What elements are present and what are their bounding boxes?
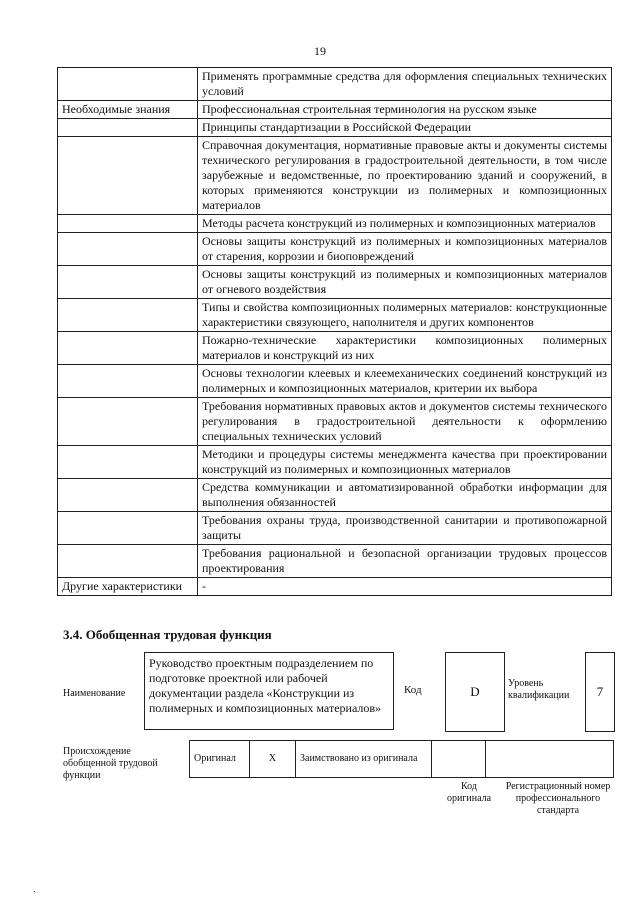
row-content: Основы защиты конструкций из полимерных и композиционных материалов от огневого воздействия	[198, 266, 612, 299]
table-row	[58, 119, 612, 137]
section-title: 3.4. Обобщенная трудовая функция	[63, 627, 272, 642]
row-label	[58, 398, 198, 446]
code-value: D	[445, 652, 505, 732]
row-content: Методики и процедуры системы менеджмента качества при проектировании конструкций из полимерных и композиционных материалов	[198, 446, 612, 479]
name-value: Руководство проектным подразделением по подготовке проектной или рабочей документации раздела «Конструкции из полимерных и композиционных материалов»	[144, 652, 394, 730]
row-label	[58, 68, 198, 101]
code-original-label: Код оригинала	[446, 781, 492, 804]
row-label	[58, 119, 198, 137]
row-label	[58, 266, 198, 299]
row-content: Справочная документация, нормативные правовые акты и документы системы технического регулирования в градостроительной деятельности, в том числе зарубежные и ведомственные, по проектированию зданий и сооружений, в которых применяются конструкции из полимерных и композиционных материалов	[198, 137, 612, 215]
reg-number-cell	[486, 741, 614, 778]
row-content: Требования нормативных правовых актов и документов системы технического регулирования в градостроительной деятельности к оформлению специальных технических условий	[198, 398, 612, 446]
table-row	[58, 332, 612, 365]
table-row	[58, 479, 612, 512]
original-label: Оригинал	[190, 741, 250, 778]
table-row	[58, 578, 612, 596]
table-row	[58, 512, 612, 545]
row-content: Применять программные средства для оформления специальных технических условий	[198, 68, 612, 101]
code-original-cell	[432, 741, 486, 778]
row-content: Средства коммуникации и автоматизированной обработки информации для выполнения обязанностей	[198, 479, 612, 512]
level-label: Уровень квалификации	[508, 678, 570, 701]
row-content: Пожарно-технические характеристики композиционных полимерных материалов и конструкций из них	[198, 332, 612, 365]
row-content: Методы расчета конструкций из полимерных и композиционных материалов	[198, 215, 612, 233]
row-content: -	[198, 578, 612, 596]
row-label	[58, 479, 198, 512]
corner-mark: ˎ	[33, 882, 37, 893]
borrowed-label: Заимствовано из оригинала	[296, 741, 432, 778]
table-row	[58, 299, 612, 332]
row-content: Типы и свойства композиционных полимерных материалов: конструкционные характеристики связующего, наполнителя и других компонентов	[198, 299, 612, 332]
row-label	[58, 137, 198, 215]
knowledge-table	[57, 67, 612, 596]
row-label	[58, 332, 198, 365]
table-row	[58, 68, 612, 101]
row-label	[58, 299, 198, 332]
name-label: Наименование	[63, 688, 126, 699]
row-label: Необходимые знания	[58, 101, 198, 119]
table-row	[58, 365, 612, 398]
page-number: 19	[314, 44, 326, 58]
row-label	[58, 545, 198, 578]
original-mark: X	[250, 741, 296, 778]
reg-number-label: Регистрационный номер профессионального стандарта	[505, 781, 611, 816]
origin-table	[189, 740, 614, 778]
table-row	[58, 233, 612, 266]
row-label: Другие характеристики	[58, 578, 198, 596]
row-content: Основы защиты конструкций из полимерных и композиционных материалов от старения, коррозии и биоповреждений	[198, 233, 612, 266]
code-label: Код	[404, 684, 422, 696]
level-value: 7	[585, 652, 615, 732]
table-row	[58, 215, 612, 233]
table-row	[58, 137, 612, 215]
table-row	[58, 446, 612, 479]
row-content: Профессиональная строительная терминология на русском языке	[198, 101, 612, 119]
table-row	[58, 266, 612, 299]
table-row	[58, 101, 612, 119]
row-content: Требования охраны труда, производственной санитарии и противопожарной защиты	[198, 512, 612, 545]
origin-label: Происхождение обобщенной трудовой функции	[63, 746, 158, 781]
row-label	[58, 512, 198, 545]
row-label	[58, 446, 198, 479]
table-row	[58, 545, 612, 578]
row-content: Основы технологии клеевых и клеемеханических соединений конструкций из полимерных и композиционных материалов, критерии их выбора	[198, 365, 612, 398]
table-row	[58, 398, 612, 446]
row-content: Принципы стандартизации в Российской Федерации	[198, 119, 612, 137]
row-label	[58, 233, 198, 266]
row-label	[58, 215, 198, 233]
row-label	[58, 365, 198, 398]
row-content: Требования рациональной и безопасной организации трудовых процессов проектирования	[198, 545, 612, 578]
